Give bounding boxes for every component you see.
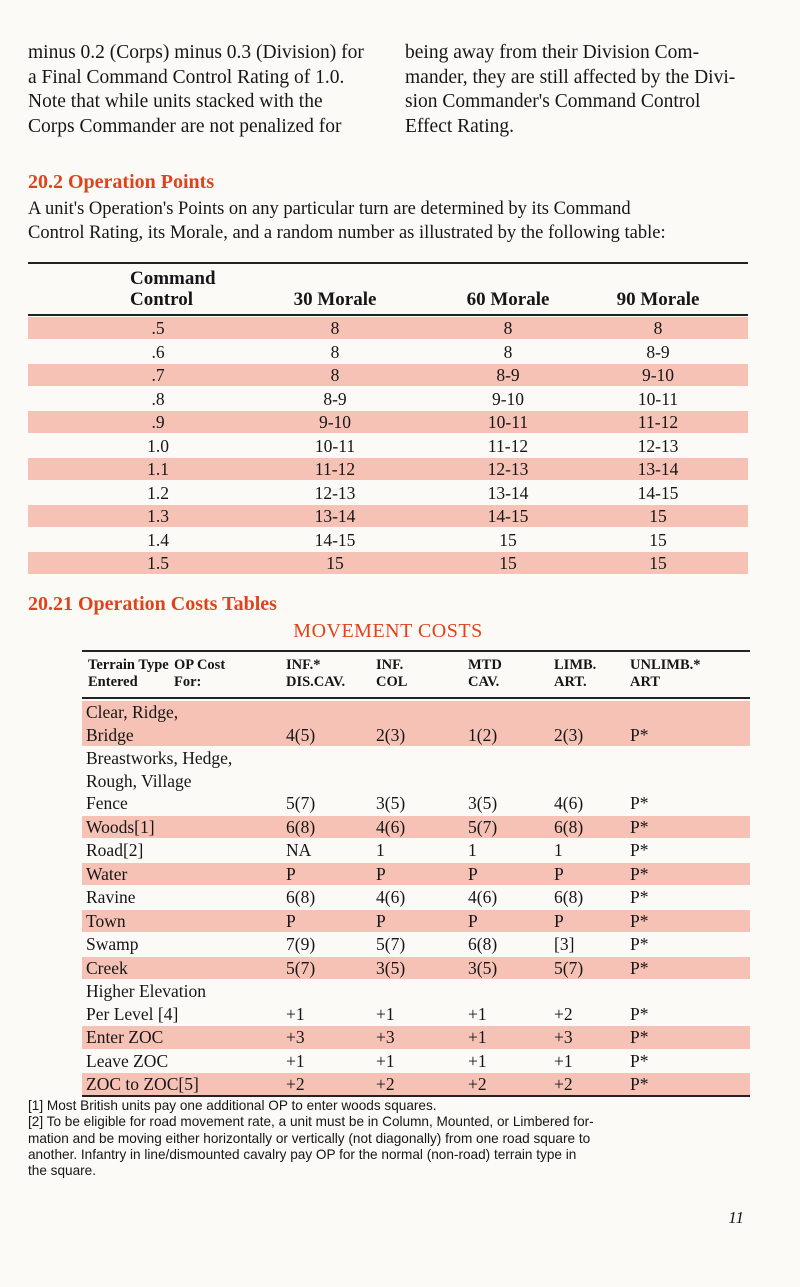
points-cell: 9-10: [318, 412, 352, 432]
table-row: [28, 458, 748, 480]
command-control-cell: 1.4: [147, 529, 169, 550]
cost-cell: 1: [376, 840, 385, 860]
table-row: [82, 910, 750, 933]
command-control-cell: 1.5: [147, 553, 169, 573]
section-heading-20-21: 20.21 Operation Costs Tables: [28, 593, 277, 615]
text-line: Corps Commander are not penalized for: [28, 115, 342, 137]
cost-cell: 4(6): [376, 816, 406, 837]
text-line: Note that while units stacked with the: [28, 91, 323, 112]
column-header: [468, 657, 502, 691]
header-60-morale: 60 Morale: [466, 289, 550, 310]
page-number: 11: [728, 1208, 744, 1227]
table-row: [28, 529, 748, 551]
terrain-line: Water: [86, 863, 128, 884]
terrain-line: Ravine: [86, 887, 136, 907]
cost-cell: 5(7): [554, 957, 584, 978]
cost-cell: 6(8): [554, 816, 584, 837]
table-row: [82, 957, 750, 980]
cost-cell: P: [468, 910, 478, 931]
cost-cell: P*: [630, 1027, 649, 1047]
terrain-type-cell: [86, 1050, 168, 1073]
terrain-line: Breastworks, Hedge,: [86, 748, 233, 768]
cost-cell: 6(8): [554, 887, 584, 907]
cost-cell: 5(7): [376, 934, 406, 954]
command-control-cell: 1.3: [147, 506, 169, 526]
terrain-line: Higher Elevation: [86, 981, 207, 1001]
terrain-line: Town: [86, 910, 126, 931]
table-row: [28, 482, 748, 504]
cost-cell: P: [376, 910, 386, 931]
terrain-type-cell: [86, 863, 127, 886]
points-cell: 8: [653, 318, 663, 338]
cost-cell: +1: [554, 1050, 573, 1071]
points-cell: 13-14: [637, 459, 679, 479]
header-line: ART: [630, 674, 661, 690]
text-line: being away from their Division Com-: [405, 42, 700, 63]
header-line: Control: [130, 289, 193, 310]
movement-top-rule: [82, 650, 750, 652]
cost-cell: 1: [468, 840, 477, 860]
header-line: DIS.CAV.: [286, 674, 346, 690]
movement-costs-title: MOVEMENT COSTS: [293, 620, 483, 642]
cost-cell: +1: [376, 1050, 395, 1071]
cost-cell: +3: [376, 1027, 395, 1047]
cost-cell: 7(9): [286, 934, 316, 954]
cost-cell: P: [554, 910, 564, 931]
table-row: [82, 933, 750, 956]
cost-cell: P*: [630, 957, 649, 978]
command-control-cell: 1.2: [147, 482, 169, 503]
cost-cell: P: [376, 863, 386, 884]
cost-cell: P*: [630, 793, 649, 813]
points-cell: 15: [649, 553, 667, 573]
column-header: [286, 657, 345, 691]
cost-cell: 6(8): [468, 934, 498, 954]
points-cell: 8-9: [496, 365, 520, 385]
cost-cell: 2(3): [376, 724, 406, 745]
table-row: [28, 364, 748, 386]
table-row: [28, 341, 748, 363]
points-cell: 15: [499, 553, 517, 573]
header-line: INF.: [376, 657, 404, 673]
cost-cell: P*: [630, 910, 649, 931]
continued-text-left: [28, 41, 378, 139]
cost-cell: +2: [554, 1003, 573, 1024]
cost-cell: [3]: [554, 934, 575, 954]
terrain-type-cell: [86, 886, 136, 909]
terrain-line: Per Level [4]: [86, 1003, 179, 1024]
footnote-line: mation and be moving either horizontally or vertically (not diagonally) from one road square to: [28, 1130, 591, 1146]
terrain-line: Creek: [86, 957, 128, 978]
footnote-line: another. Infantry in line/dismounted cavalry pay OP for the normal (non-road) terrain type in: [28, 1146, 577, 1162]
cost-cell: 2(3): [554, 724, 584, 745]
table-row: [28, 435, 748, 457]
cost-cell: P*: [630, 1074, 649, 1094]
terrain-type-cell: [86, 816, 155, 839]
table-row: [82, 980, 750, 1025]
cost-cell: 5(7): [286, 957, 316, 978]
table-row: [82, 863, 750, 886]
footnote-line: [1] Most British units pay one additional OP to enter woods squares.: [28, 1098, 437, 1113]
cost-cell: 3(5): [468, 793, 498, 813]
terrain-line: Fence: [86, 793, 128, 813]
table-row: [82, 1050, 750, 1073]
points-cell: 8: [330, 318, 340, 338]
text-line: Control Rating, its Morale, and a random number as illustrated by the following table:: [28, 223, 666, 243]
table-row: [28, 411, 748, 433]
header-line: For:: [174, 674, 202, 690]
table-row: [82, 1026, 750, 1049]
cost-cell: +1: [286, 1050, 305, 1071]
text-line: Effect Rating.: [405, 115, 515, 137]
movement-header-rule: [82, 697, 750, 699]
points-cell: 12-13: [487, 459, 529, 479]
column-header: [554, 657, 596, 691]
cost-cell: P: [468, 863, 478, 884]
movement-bottom-rule: [82, 1095, 750, 1097]
cost-cell: +1: [286, 1003, 305, 1024]
footnote-line: the square.: [28, 1163, 97, 1179]
points-cell: 9-10: [491, 388, 525, 409]
command-control-cell: .6: [151, 341, 165, 362]
terrain-type-cell: [86, 957, 128, 980]
points-cell: 15: [499, 529, 517, 550]
cost-cell: 4(6): [554, 793, 584, 813]
cost-cell: 4(6): [376, 887, 406, 907]
header-line: COL: [376, 674, 408, 690]
points-cell: 10-11: [487, 412, 529, 432]
terrain-type-cell: [86, 701, 178, 746]
points-cell: 10-11: [314, 435, 356, 456]
column-header: [174, 657, 225, 691]
cost-cell: 1(2): [468, 724, 498, 745]
points-cell: 10-11: [637, 388, 679, 409]
table-row: [82, 886, 750, 909]
text-line: minus 0.2 (Corps) minus 0.3 (Division) for: [28, 42, 364, 63]
table-row: [82, 1073, 750, 1096]
terrain-type-cell: [86, 910, 126, 933]
column-header: [376, 657, 407, 691]
header-line: Entered: [88, 674, 138, 690]
command-control-cell: 1.1: [147, 459, 169, 479]
terrain-type-cell: [86, 980, 206, 1025]
cost-cell: P*: [630, 863, 649, 884]
terrain-line: ZOC to ZOC[5]: [86, 1074, 199, 1094]
header-line: Command: [130, 268, 216, 289]
cost-cell: 6(8): [286, 887, 316, 907]
points-cell: 12-13: [637, 435, 679, 456]
cost-cell: +2: [468, 1074, 487, 1094]
terrain-line: Swamp: [86, 934, 139, 954]
points-cell: 15: [649, 506, 667, 526]
points-cell: 8-9: [323, 388, 347, 409]
cost-cell: P: [286, 910, 296, 931]
cost-cell: P*: [630, 816, 649, 837]
table-row: [28, 505, 748, 527]
command-control-cell: .9: [151, 412, 165, 432]
cost-cell: +3: [286, 1027, 305, 1047]
cost-cell: P: [286, 863, 296, 884]
table-row: [82, 839, 750, 862]
points-cell: 11-12: [314, 459, 356, 479]
terrain-type-cell: [86, 839, 143, 862]
table-top-rule: [28, 262, 748, 264]
points-cell: 15: [649, 529, 667, 550]
table-row: [28, 552, 748, 574]
header-line: ART.: [554, 674, 587, 690]
header-line: UNLIMB.*: [630, 657, 701, 673]
cost-cell: 1: [554, 840, 563, 860]
cost-cell: P: [554, 863, 564, 884]
points-cell: 8: [330, 341, 340, 362]
cost-cell: +2: [554, 1074, 573, 1094]
command-control-cell: 1.0: [147, 435, 169, 456]
cost-cell: +1: [468, 1027, 487, 1047]
cost-cell: NA: [286, 840, 312, 860]
header-line: MTD: [468, 657, 502, 673]
text-line: a Final Command Control Rating of 1.0.: [28, 66, 345, 88]
terrain-type-cell: [86, 747, 232, 815]
cost-cell: +1: [376, 1003, 395, 1024]
points-cell: 11-12: [637, 412, 679, 432]
text-line: sion Commander's Command Control: [405, 91, 701, 112]
points-cell: 12-13: [314, 482, 356, 503]
table-row: [82, 747, 750, 815]
text-line: A unit's Operation's Points on any particular turn are determined by its Command: [28, 199, 631, 219]
points-cell: 8: [330, 365, 340, 385]
cost-cell: 3(5): [376, 957, 406, 978]
terrain-line: Clear, Ridge,: [86, 702, 179, 722]
header-command-control: [130, 268, 216, 310]
table-row: [82, 816, 750, 839]
command-control-cell: .7: [151, 365, 165, 385]
header-30-morale: 30 Morale: [293, 289, 377, 310]
footnotes: [28, 1098, 768, 1179]
cost-cell: P*: [630, 724, 649, 745]
cost-cell: 6(8): [286, 816, 316, 837]
cost-cell: 3(5): [376, 793, 406, 813]
footnote-line: [2] To be eligible for road movement rate, a unit must be in Column, Mounted, or Limbered for-: [28, 1114, 594, 1130]
command-control-cell: .5: [151, 318, 165, 338]
terrain-type-cell: [86, 1026, 163, 1049]
table-row: [28, 388, 748, 410]
continued-text-right: [405, 41, 775, 139]
column-header: [88, 657, 169, 691]
terrain-line: Bridge: [86, 724, 134, 745]
points-cell: 14-15: [314, 529, 356, 550]
cost-cell: +1: [468, 1050, 487, 1071]
cost-cell: 5(7): [468, 816, 498, 837]
header-line: LIMB.: [554, 657, 597, 673]
column-header: [630, 657, 701, 691]
table-row: [28, 317, 748, 339]
points-cell: 13-14: [314, 506, 356, 526]
header-line: CAV.: [468, 674, 500, 690]
terrain-line: Road[2]: [86, 840, 144, 860]
points-cell: 9-10: [641, 365, 675, 385]
terrain-line: Rough, Village: [86, 770, 192, 791]
header-line: INF.*: [286, 657, 321, 673]
header-line: Terrain Type: [88, 657, 169, 673]
points-cell: 15: [326, 553, 344, 573]
section-heading-20-2: 20.2 Operation Points: [28, 171, 215, 193]
section-intro: [28, 197, 666, 245]
terrain-line: Enter ZOC: [86, 1027, 164, 1047]
cost-cell: 4(5): [286, 724, 316, 745]
points-cell: 8: [503, 341, 513, 362]
points-cell: 8-9: [646, 341, 670, 362]
cost-cell: +2: [286, 1074, 305, 1094]
cost-cell: P*: [630, 1003, 649, 1024]
cost-cell: 3(5): [468, 957, 498, 978]
points-cell: 11-12: [487, 435, 529, 456]
points-cell: 8: [503, 318, 513, 338]
terrain-line: Woods[1]: [86, 816, 155, 837]
command-control-cell: .8: [151, 388, 165, 409]
header-line: OP Cost: [174, 657, 226, 673]
cost-cell: +1: [468, 1003, 487, 1024]
cost-cell: 4(6): [468, 887, 498, 907]
points-cell: 14-15: [637, 482, 679, 503]
points-cell: 14-15: [487, 506, 529, 526]
header-90-morale: 90 Morale: [616, 289, 700, 310]
cost-cell: P*: [630, 934, 649, 954]
cost-cell: P*: [630, 887, 649, 907]
table-header-rule: [28, 314, 748, 316]
cost-cell: P*: [630, 1050, 649, 1071]
cost-cell: 5(7): [286, 793, 316, 813]
cost-cell: +2: [376, 1074, 395, 1094]
cost-cell: P*: [630, 840, 649, 860]
cost-cell: +3: [554, 1027, 573, 1047]
points-cell: 13-14: [487, 482, 529, 503]
terrain-type-cell: [86, 933, 139, 956]
terrain-type-cell: [86, 1073, 199, 1096]
terrain-line: Leave ZOC: [86, 1050, 169, 1071]
text-line: mander, they are still affected by the Divi-: [405, 66, 736, 88]
table-row: [82, 701, 750, 746]
